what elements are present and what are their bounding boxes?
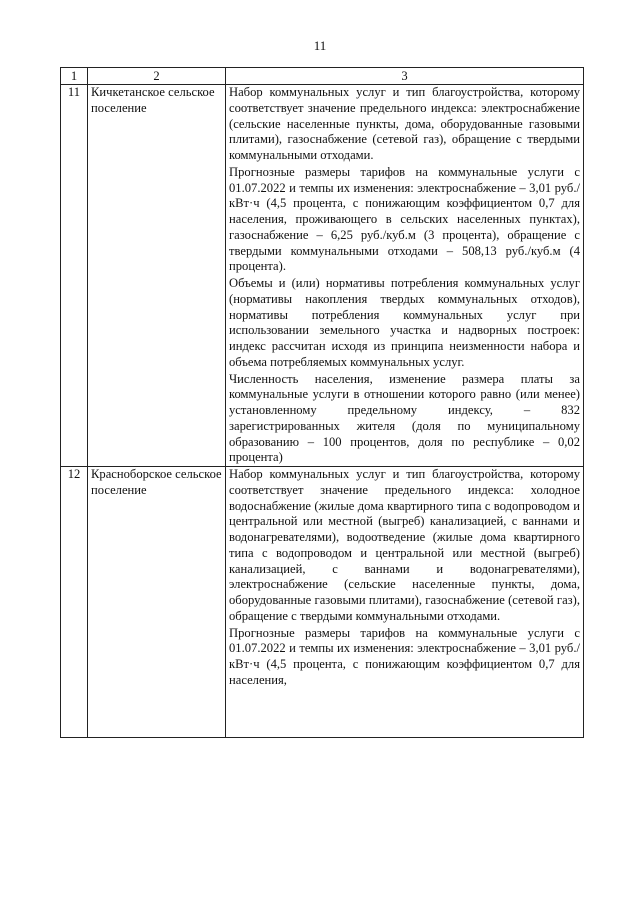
header-row: [61, 68, 584, 85]
paragraph-population: Численность населения, изменение размера платы за коммунальные услуги в отношении которого равно (или менее) установленному предельному индексу, – 832 зарегистрированных жителя (доля по муниципальному образованию – 100 процентов, доля по республике – 0,02 процента): [229, 371, 580, 465]
row-number: 11: [61, 85, 88, 467]
paragraph-tariffs: Прогнозные размеры тарифов на коммунальные услуги с 01.07.2022 и темпы их изменения: электроснабжение – 3,01 руб./кВт·ч (4,5 процента, с понижающим коэффициентом 0,7 для населения, проживающего в сельских населенных пунктах), газоснабжение – 6,25 руб./куб.м (3 процента), обращение с твердыми коммунальными отходами – 508,13 руб./куб.м (4 процента).: [229, 164, 580, 274]
settlement-name: Кичкетанское сельское поселение: [88, 85, 226, 467]
table-header: [61, 68, 584, 85]
paragraph-services-set: Набор коммунальных услуг и тип благоустройства, которому соответствует значение предельного индекса: электроснабжение (сельские населенные пункты, дома, оборудованные газовыми плитами), газоснабжение (сетевой газ), обращение с твердыми коммунальными отходами.: [229, 85, 580, 162]
table-row: [61, 467, 584, 738]
paragraph-consumption-norms: Объемы и (или) нормативы потребления коммунальных услуг (нормативы накопления твердых коммунальных отходов), нормативы потребления коммунальных услуг при использовании земельного участка и надворных построек: индекс рассчитан исходя из принципа неизменности набора и объема потребляемых коммунальных услуг.: [229, 276, 580, 369]
table-row: [61, 85, 584, 467]
column-header-1: 1: [61, 68, 88, 85]
column-header-3: 3: [226, 68, 584, 85]
paragraph-tariffs: Прогнозные размеры тарифов на коммунальные услуги с 01.07.2022 и темпы их изменения: электроснабжение – 3,01 руб./кВт·ч (4,5 процента, с понижающим коэффициентом 0,7 для населения,: [229, 625, 580, 687]
page-number: 11: [313, 38, 327, 53]
row-number: 12: [61, 467, 88, 738]
paragraph-services-set: Набор коммунальных услуг и тип благоустройства, которому соответствует значение предельного индекса: холодное водоснабжение (жилые дома квартирного типа с водопроводом и центральной или местной (выгреб) канализацией, с ваннами и водонагревателями), водоотведение (жилые дома квартирного типа с водопроводом и центральной или местной (выгреб) канализацией, с ваннами и водонагревателями), электроснабжение (сельские населенные пункты, дома, оборудованные газовыми плитами), газоснабжение (сетевой газ), обращение с твердыми коммунальными отходами.: [229, 467, 580, 623]
settlement-name: Красноборское сельское поселение: [88, 467, 226, 738]
row-description: [226, 85, 584, 467]
tariff-table: [60, 67, 584, 738]
column-header-2: 2: [88, 68, 226, 85]
row-description: [226, 467, 584, 738]
